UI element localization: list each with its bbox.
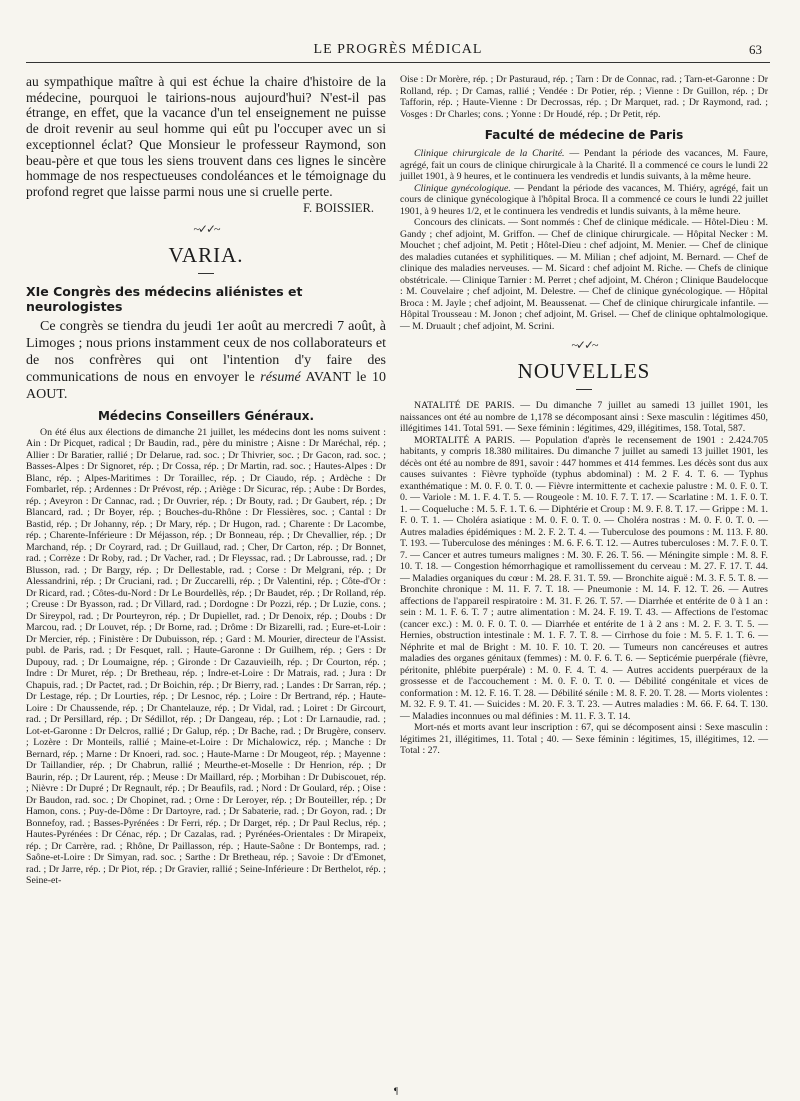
faculte-heading: Faculté de médecine de Paris (484, 128, 684, 142)
page-number: 63 (749, 42, 762, 57)
conseillers-paragraph: On été élus aux élections de dimanche 21 juillet, les médecins dont les noms suivent : Ain : Dr Picquet, radical ; Dr Baudin, rad., père du ministre ; Aisne : Dr Maréchal, rép. ; Allier : Dr Baratier, rallié ; Dr Delarue, rad. soc. ; Dr Thivrier, soc. ; Dr Gacon, rad. soc. ; Basses-Alpes : Dr Signoret, rép. ; Dr Cossa, rép. ; Dr Martin, rad. soc. ; Hautes-Alpes : Dr Blanc, rép. ; Alpes-Maritimes : Dr Toraillec, rép. ; Dr Ciaudo, rép. ; Ardèche : Dr Fombarlet, rép. ; Ardennes : Dr Prévost, rép. ; Ariège : Dr Sicurac, rép. ; Aube : Dr Bordes, rép. ; Aveyron : Dr Cannac, rad. ; Dr Ouvrier, rép. ; Dr Bouty, rad. ; Dr Gaubert, rép. ; Dr Blancard, rad. ; Dr Boyer, rép. ; Bouches-du-Rhône : Dr Flessières, soc. ; Cantal : Dr Bastid, rép. ; Dr Johanny, rép. ; Dr Mary, rép. ; Dr Hugon, rad. ; Charente : Dr Lacombe, rép. ; Charente-Inférieure : Dr Méjasson, rép. ; Dr Bonneau, rép. ; Dr Chevallier, rép. ; Dr Marchand, rép. ; Dr Coyrard, rad. ; Dr Guillaud, rad. ; Cher, Dr Carton, rép. ; Dr Bonnet, rad. ; Corrèze : Dr Roby, rad. ; Dr Vacher, rad. ; Dr Fleyssac, rad. ; Dr Labrousse, rad. ; Dr Blusson, rad. ; Dr Bargy, rép. ; Dr Dellestable, rad. ; Corse : Dr Melgrani, rép. ; Dr Alessandrini, rép. ; Dr Cruciani, rad. ; Dr Zuccarelli, rép. ; Dr Valentini, rép. ; Côte-d'Or : Dr Ricard, rad. ; Côtes-du-Nord : Dr Le Bourdellès, rép. ; Dr Baudet, rép. ; Dr Rolland, rép. ; Creuse : Dr Byasson, rad. ; Dr Villard, rad. ; Dordogne : Dr Pozzi, rép. ; Dr Luzie, cons. ; Dr Sireypol, rad. ; Dr Pourteyron, rép. ; Dr Dupiellet, rad. ; Dr Denoix, rép. ; Doubs : Dr Marcou, rad. ; Dr Louvet, rép. ; Dr Borne, rad. ; Drôme : Dr Bizarelli, rad. ; Eure-et-Loir : Dr Mercier, rép. ; Finistère : Dr Dubuisson, rép. ; Gard : M. Mourier, directeur de l'Assist. publ. de Paris, rad. ; Dr Fesquet, rall. ; Haute-Garonne : Dr Guilhem, rép. ; Gers : Dr Dupouy, rad. ; Dr Loumaigne, rép. ; Gironde : Dr Cazauvieilh, rép. ; Dr Courton, rép. ; Indre : Dr Muret, rép. ; Dr Bretheau, rép. ; Indre-et-Loire : Dr Matrais, rad. ; Jura : Dr Chapuis, rad. ; Dr Pactet, rad. ; Dr Boichin, rép. ; Dr Bierry, rad. ; Landes : Dr Sarran, rép. ; Dr Lestage, rép. ; Dr Lourties, rép. ; Dr Lesnoc, rép. ; Loire : Dr Bertrand, rép. ; Haute-Loire : Dr Chaussende, rép. ; Dr Chantelauze, rép. ; Dr Vidal, rad. ; Loiret : Dr Gircourt, rad. ; Dr Persillard, rép. ; Dr Sédillot, rép. ; Dr Dangeau, rép. ; Lot : Dr Larnaudie, rad. ; Lot-et-Garonne : Dr Delcros, rallié ; Dr Galup, rép. ; Dr Bache, rad. ; Dr Brugère, conserv. ; Lozère : Dr Monteils, rallié ; Maine-et-Loire : Dr Michalowicz, rép. ; Manche : Dr Bernard, rép. ; Marne : Dr Knoeri, rad. soc. ; Haute-Marne : Dr Mougeot, rép. ; Mayenne : Dr Taillandier, rép. ; Dr Chabrun, rallié ; Meurthe-et-Moselle : Dr Henrion, rép. ; Dr Baurin, rép. ; Dr Laurent, rép. ; Meuse : Dr Maillard, rép. ; Morbihan : Dr Dubiscouet, rép. ; Nièvre : Dr Dupré ; Dr Regnault, rép. ; Dr Beaufils, rad. ; Nord : Dr Goulard, rép. ; Oise : Dr Baudon, rad. soc. ; Dr Chopinet, rad. ; Orne : Dr Leroyer, rép. ; Dr Bouteiller, rép. ; Dr Hamon, cons. ; Puy-de-Dôme : Dr Dartoyre, rad. ; Dr Sabaterie, rad. ; Dr Goyon, rad. ; Dr Bonnefoy, rad. ; Basses-Pyrénées : Dr Ferri, rép. ; Dr Darget, rép. ; Dr Paul Reclus, rép. ; Hautes-Pyrénées : Dr Cénac, rép. ; Dr Cazalas, rad. ; Pyrénées-Orientales : Dr Mirapeix, rép. ; Dr Carrère, rad. ; Rhône, Dr Paillasson, rép. ; Haute-Saône : Dr Bontemps, rad. ; Saône-et-Loire : Dr Simyan, rad. soc. ; Sarthe : Dr Bretheau, rép. ; Savoie : Dr d'Emonet, rad. ; Dr Jarre, rép. ; Dr Piot, rép. ; Dr Gravier, rallié ; Seine-Inférieure : Dr Berthelot, rép. ; Seine-et- (26, 426, 386, 887)
page-header (26, 32, 770, 63)
natalite-text: — Du dimanche 7 juillet au samedi 13 juillet 1901, les naissances ont été au nombre de 1,178 se décomposant ainsi : Sexe masculin : légitimes 450, illégitimes 141. Total 591. — Sexe féminin : légitimes, 429, illégitimes, 158. Total, 587. (400, 400, 768, 434)
congres-paragraph (26, 318, 386, 403)
heading-rule-right (576, 389, 592, 390)
clinique-chir-title: Clinique chirurgicale de la Charité. (414, 148, 565, 159)
mortalite-text: — Population d'après le recensement de 1901 : 2.424.705 habitants, y compris 18.380 militaires. Du dimanche 7 juillet au samedi 13 juillet 1901, les décès ont été au nombre de 891, savoir : 447 hommes et 414 femmes. Les décès sont dus aux causes suivantes : Fièvre typhoïde (typhus abdominal) : M. 2 F. 4. T. 6. — Typhus exanthématique : M. 0. F. 0. T. 0. — Fièvre intermittente et cachexie palustre : M. 0. F. 0. T. 0. — Variole : M. 1. F. 4. T. 5. — Rougeole : M. 10. F. 7. T. 17. — Scarlatine : M. 1. F. 0. T. 1. — Coqueluche : M. 5. F. 1. T. 6. — Diphtérie et Croup : M. 9. F. 8. T. 17. — Grippe : M. 1. F. 0. T. 1. — Choléra asiatique : M. 0. F. 0. T. 0. — Choléra nostras : M. 0. F. 0. T. 0. — Autres maladies épidémiques : M. 2. F. 2. T. 4. — Tuberculose des poumons : M. 113. F. 80. T. 193. — Tuberculose des méninges : M. 6. F. 6. T. 12. — Autres tuberculoses : M. 7. F. 0. T. 7. — Cancer et autres tumeurs malignes : M. 30. F. 26. T. 56. — Méningite simple : M. 8. F. 10. T. 18. — Congestion hémorrhagique et ramollissement du cerveau : M. 27. F. 17. T. 44. — Maladies organiques du cœur : M. 28. F. 31. T. 59. — Bronchite aiguë : M. 3. F. 5. T. 8. — Bronchite chronique : M. 11. F. 7. T. 18. — Pneumonie : M. 14. F. 12. T. 26. — Autres affections de l'appareil respiratoire : M. 31. F. 26. T. 57. — Diarrhée et entérite de 0 à 1 an : sein : M. 1. F. 6. T. 7 ; autre alimentation : M. 24. F. 19. T. 43. — Affections de l'estomac (cancer exc.) : M. 0. F. 0. T. 0. — Diarrhée et entérite de 1 à 2 ans : M. 2. F. 3. T. 5. — Hernies, obstruction intestinale : M. 1. F. 7. T. 8. — Cirrhose du foie : M. 5. F. 1. T. 6. — Néphrite et mal de Bright : M. 10. F. 10. T. 20. — Tumeurs non cancéreuses et autres maladies des organes génitaux (femmes) : M. 0. F. 6. T. 6. — Septicémie puerpérale (fièvre, péritonite, phlébite puerpérale) : M. 0. F. 4. T. 4. — Autres accidents puerpéraux de la grossesse et de l'accouchement : M. 0. F. 0. T. 0. — Débilité congénitale et vices de conformation : M. 12. F. 16. T. 28. — Débilité sénile : M. 8. F. 20. T. 28. — Morts violentes : M. 32. F. 9. T. 41. — Suicides : M. 20. F. 3. T. 23. — Autres maladies : M. 66. F. 64. T. 130. — Maladies inconnues ou mal définies : M. 11. F. 3. T. 14. (400, 434, 769, 722)
right-column (400, 74, 768, 757)
heading-rule (198, 273, 214, 274)
congres-end: AVANT le 10 AOUT. (26, 369, 386, 402)
mort-nes-paragraph: Mort-nés et morts avant leur inscription : 67, qui se décomposent ainsi : Sexe masculin : légitimes 21, illégitimes, 11. Total ; 40. — Sexe féminin : légitimes, 15, illégitimes, 12. — Total : 27. (400, 722, 768, 756)
clinique-gynecologique-paragraph (400, 183, 768, 218)
left-column (26, 74, 386, 887)
concours-paragraph: Concours des clinicats. — Sont nommés : Chef de clinique médicale. — Hôtel-Dieu : M. Gandy ; chef adjoint, M. Griffon. — Chef de clinique chirurgicale. — Hôpital Necker : M. Mouchet ; chef adjoint, M. Petit ; Hôtel-Dieu : chef adjoint, M. Menier. — Chef de clinique des maladies cutanées et syphilitiques. — M. Milian ; chef adjoint, M. Bernard. — Chef de clinique des maladies nerveuses. — M. Sicard : chef adjoint M. Riche. — Chefs de clinique obstétricale. — Clinique Tarnier : M. Perret ; chef adjoint, M. Chéron ; Clinique Baudelocque : M. Couvelaire ; chef adjoint, M. Delestre. — Chef de clinique gynécologique. — Hôpital Broca : M. Jayle ; chef adjoint, M. Beaussenat. — Chef de clinique chirurgicale infantile. — Hôpital Trousseau : M. Jonon ; chef adjoint, M. Grisel. — Chef de clinique ophtalmologique. — M. Druault ; chef adjoint, M. Scrini. (400, 217, 768, 332)
ornament-divider-right: ~✓✓~ (571, 338, 597, 352)
conseillers-heading: Médecins Conseillers Généraux. (97, 408, 315, 423)
congres-resume: résumé (260, 369, 301, 385)
continued-list: Oise : Dr Morère, rép. ; Dr Pasturaud, rép. ; Tarn : Dr de Connac, rad. ; Tarn-et-Garonne : Dr Rolland, rép. ; Dr Camas, rallié ; Vendée : Dr Potier, rép. ; Vienne : Dr Guillon, rép. ; Dr Tafforin, rép. ; Haute-Vienne : Dr Decrossas, rép. ; Dr Marquet, rad. ; Dr Raymond, rad. ; Vosges : Dr Charles; cons. ; Yonne : Dr Houdé, rép. ; Dr Petit, rép. (400, 74, 768, 120)
nouvelles-heading: NOUVELLES (517, 359, 651, 383)
congres-heading: XIe Congrès des médecins aliénistes et neurologistes (26, 283, 303, 314)
ornament-divider: ~✓✓~ (193, 221, 219, 236)
congres-body: Ce congrès se tiendra du jeudi 1er août au mercredi 7 août, à Limoges ; nous prions instamment ceux de nos collaborateurs et de nos confrères qui ont l'intention d'y faire des communications de nous en envoyer le (26, 318, 386, 385)
mortalite-paragraph (400, 435, 768, 723)
signature: F. BOISSIER. (303, 200, 374, 215)
mortalite-title: MORTALITÉ A PARIS. (414, 434, 515, 446)
clinique-gyn-title: Clinique gynécologique. (414, 182, 511, 194)
journal-title: LE PROGRÈS MÉDICAL (313, 42, 483, 57)
clinique-chir-text: — Pendant la période des vacances, M. Faure, agrégé, fait un cours de clinique chirurgicale à la Charité. Il a commencé ce cours le lundi 22 juillet 1901, à 9 heures, et le continuera les vendredis et lundis suivants, à la même heure. (400, 148, 768, 182)
varia-heading: VARIA. (168, 242, 244, 267)
natalite-title: NATALITÉ DE PARIS. (414, 400, 515, 411)
intro-paragraph: au sympathique maître à qui est échue la chaire d'histoire de la médecine, pourquoi le tairions-nous aujourd'hui? N'est-il pas étrange, en effet, que la vacance d'un tel enseignement ne puisse de droit revenir au seul homme qui eût pu l'occuper avec un si exceptionnel éclat? Que Monsieur le professeur Raymond, son beau-père et que tous les siens trouvent dans ces lignes le sincère hommage de nos respectueuses condoléances et le témoignage du profond regret que laisse parmi nous une si cruelle perte. (26, 74, 386, 199)
clinique-chirurgicale-paragraph (400, 148, 768, 183)
footer-mark: ¶ (394, 1086, 399, 1096)
clinique-gyn-text: — Pendant la période des vacances, M. Thiéry, agrégé, fait un cours de clinique gynécologique à l'hôpital Broca. Il a commencé ce cours le lundi 22 juillet 1901, à 9 heures 1/2, et le continuera les vendredis et lundis suivants, à la même heure. (400, 182, 768, 217)
natalite-paragraph (400, 400, 768, 435)
